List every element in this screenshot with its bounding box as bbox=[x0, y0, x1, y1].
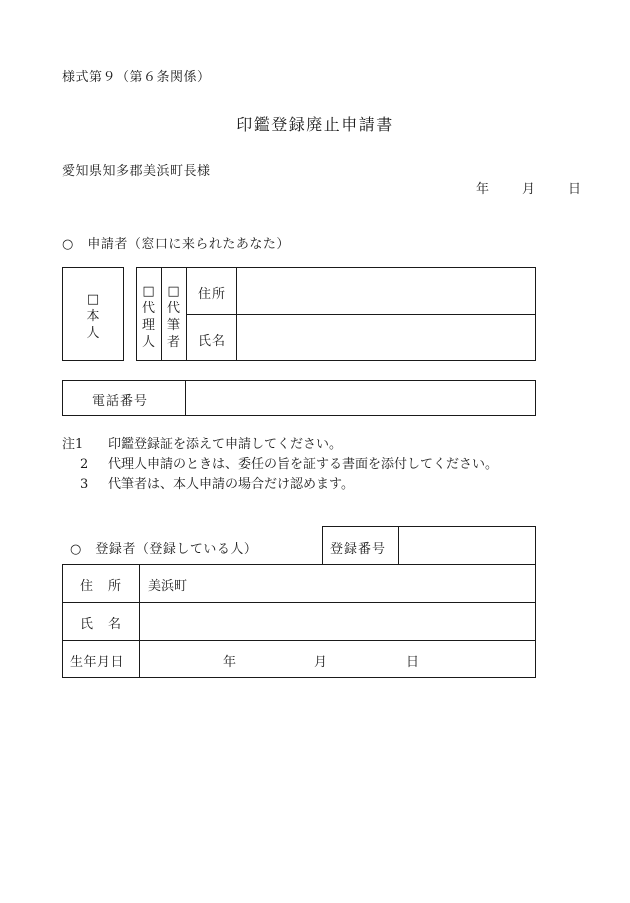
agent-char: 理 bbox=[141, 318, 155, 333]
agent-char: 人 bbox=[141, 335, 155, 350]
self-option[interactable] bbox=[62, 291, 124, 342]
birth-date-label: 生年月日 bbox=[70, 655, 125, 670]
self-char: 人 bbox=[86, 326, 100, 341]
birth-month-label: 月 bbox=[314, 655, 328, 670]
proxy-writer-char: 代 bbox=[166, 301, 180, 316]
applicant-name-label: 氏名 bbox=[198, 334, 227, 349]
registrant-section-heading: ○ 登録者（登録している人） bbox=[70, 542, 258, 557]
self-char: 本 bbox=[86, 309, 100, 324]
note-text: 印鑑登録証を添えて申請してください。 bbox=[108, 437, 343, 452]
proxy-writer-char: 筆 bbox=[166, 318, 180, 333]
note-text: 代筆者は、本人申請の場合だけ認めます。 bbox=[108, 477, 354, 492]
agent-char: 代 bbox=[141, 301, 155, 316]
registrant-address-label: 住 所 bbox=[80, 579, 123, 594]
date-day-label: 日 bbox=[568, 182, 582, 197]
applicant-address-label: 住所 bbox=[198, 287, 227, 302]
phone-label: 電話番号 bbox=[92, 394, 149, 409]
registration-number-label: 登録番号 bbox=[330, 542, 387, 557]
note-number: 3 bbox=[80, 477, 89, 492]
registrant-table bbox=[62, 564, 536, 678]
proxy-writer-checkbox[interactable]: □ bbox=[167, 284, 180, 299]
applicant-section-heading: ○ 申請者（窓口に来られたあなた） bbox=[62, 237, 290, 252]
registrant-address-field[interactable]: 美浜町 bbox=[148, 579, 188, 594]
notes bbox=[62, 435, 498, 495]
self-checkbox[interactable]: □ bbox=[86, 292, 100, 307]
note-item bbox=[62, 455, 498, 475]
date-year-label: 年 bbox=[476, 182, 490, 197]
note-text: 代理人申請のときは、委任の旨を証する書面を添付してください。 bbox=[108, 457, 499, 472]
note-number: 2 bbox=[80, 457, 89, 472]
birth-year-label: 年 bbox=[223, 655, 237, 670]
registrant-name-label: 氏 名 bbox=[80, 617, 123, 632]
agent-checkbox[interactable]: □ bbox=[142, 284, 155, 299]
birth-day-label: 日 bbox=[406, 655, 420, 670]
note-number: 1 bbox=[75, 437, 84, 452]
note-prefix: 注 bbox=[62, 437, 76, 452]
addressee: 愛知県知多郡美浜町長様 bbox=[62, 164, 211, 179]
page-title: 印鑑登録廃止申請書 bbox=[236, 115, 394, 134]
proxy-writer-char: 者 bbox=[166, 335, 180, 350]
note-item bbox=[62, 435, 498, 455]
date-month-label: 月 bbox=[522, 182, 536, 197]
proxy-writer-option[interactable] bbox=[161, 283, 186, 351]
form-number: 様式第９（第６条関係） bbox=[62, 70, 211, 85]
note-item bbox=[62, 475, 498, 495]
agent-option[interactable] bbox=[136, 283, 161, 351]
